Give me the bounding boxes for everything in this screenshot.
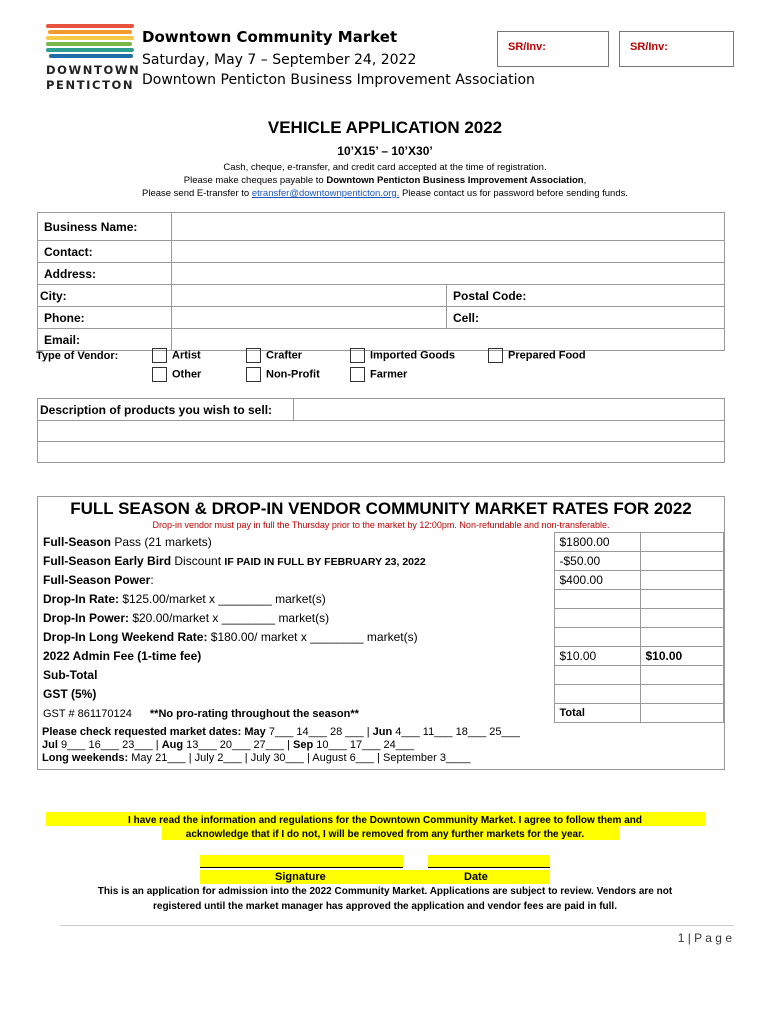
rate-total[interactable] <box>640 590 724 609</box>
cell-field[interactable] <box>447 307 725 329</box>
rate-amount[interactable] <box>554 609 640 628</box>
vendor-other-option[interactable]: Other <box>152 367 201 382</box>
rate-description: Sub-Total <box>43 668 98 682</box>
signature-line[interactable] <box>200 855 403 868</box>
vendor-prepared-option[interactable]: Prepared Food <box>488 348 586 363</box>
description-field-2[interactable] <box>38 421 725 442</box>
market-dates-checklist[interactable]: Please check requested market dates: May 7___ 14___ 28 ___ | Jun 4___ 11___ 18___ 25___ Jul 9___ 16___ 23___ | Aug 13___ 20___ 27___ | Sep 10___ 17___ 24___ Long weekends: May 21___ | July 2___ | July 30___ | August 6___ | September 3____ <box>42 726 520 764</box>
application-title: VEHICLE APPLICATION 2022 <box>267 118 503 137</box>
organization-name: Downtown Penticton Business Improvement Association <box>142 72 535 88</box>
logo-text-downtown: DOWNTOWN <box>46 63 141 77</box>
gst-total-row <box>38 704 724 723</box>
total-field[interactable] <box>640 704 724 723</box>
rate-amount[interactable]: -$50.00 <box>554 552 640 571</box>
contact-label: Contact: <box>38 241 172 263</box>
vendor-imported-option[interactable]: Imported Goods <box>350 348 455 363</box>
no-prorating-note: **No pro-rating throughout the season** <box>149 708 359 720</box>
rate-amount[interactable] <box>554 685 640 704</box>
market-title: Downtown Community Market <box>142 28 398 46</box>
business-name-label: Business Name: <box>38 213 172 241</box>
rate-amount[interactable]: $1800.00 <box>554 533 640 552</box>
total-label: Total <box>554 704 640 723</box>
rate-total[interactable] <box>640 552 724 571</box>
rate-row <box>38 590 724 609</box>
farmer-checkbox[interactable] <box>350 367 365 382</box>
address-field[interactable] <box>172 263 725 285</box>
rate-amount[interactable]: $10.00 <box>554 647 640 666</box>
vendor-crafter-option[interactable]: Crafter <box>246 348 302 363</box>
booth-size: 10’X15’ – 10’X30’ <box>337 144 433 158</box>
rate-row <box>38 609 724 628</box>
contact-form <box>37 212 725 351</box>
description-field-3[interactable] <box>38 442 725 463</box>
application-note: This is an application for admission into the 2022 Community Market. Applications are subject to review. Vendors are not registered until the market manager has approved the application and vendor fees are paid in full. <box>97 886 673 912</box>
page-number: 1 | P a g e <box>677 931 732 945</box>
crafter-checkbox[interactable] <box>246 348 261 363</box>
rate-amount[interactable] <box>554 590 640 609</box>
rate-description: Drop-In Rate: $125.00/market x ________ market(s) <box>43 592 326 606</box>
rate-total[interactable] <box>640 609 724 628</box>
gst-number: GST # 861170124 <box>43 708 132 720</box>
business-name-field[interactable] <box>172 213 725 241</box>
rate-description: Drop-In Power: $20.00/market x ________ market(s) <box>43 611 330 625</box>
rate-row <box>38 685 724 704</box>
postal-code-label: Postal Code: <box>453 288 527 303</box>
rate-description: GST (5%) <box>43 687 97 701</box>
vendor-type-label: Type of Vendor: <box>36 350 119 362</box>
market-dates: Saturday, May 7 – September 24, 2022 <box>142 52 417 68</box>
email-label: Email: <box>38 329 172 351</box>
rate-row <box>38 647 724 666</box>
rate-row <box>38 571 724 590</box>
sr-inv-box-2[interactable]: SR/Inv: <box>619 31 734 67</box>
nonprofit-checkbox[interactable] <box>246 367 261 382</box>
rate-description: 2022 Admin Fee (1-time fee) <box>43 649 202 663</box>
rate-total[interactable] <box>640 666 724 685</box>
signature-label: Signature <box>275 871 326 883</box>
date-label: Date <box>464 871 488 883</box>
city-label: City: <box>38 285 172 307</box>
rate-total[interactable] <box>640 685 724 704</box>
phone-field[interactable] <box>172 307 447 329</box>
description-field-1[interactable] <box>294 399 725 421</box>
dropin-note: Drop-in vendor must pay in full the Thursday prior to the market by 12:00pm. Non-refundable and non-transferable. <box>152 520 610 530</box>
rate-amount[interactable] <box>554 628 640 647</box>
rate-total[interactable] <box>640 533 724 552</box>
address-label: Address: <box>38 263 172 285</box>
rate-description: Full-Season Pass (21 markets) <box>43 535 212 549</box>
footer-divider <box>60 925 734 926</box>
downtown-penticton-logo <box>46 24 141 92</box>
rates-table <box>38 532 724 723</box>
description-table <box>37 398 725 463</box>
rate-description: Drop-In Long Weekend Rate: $180.00/ market x ________ market(s) <box>43 630 418 644</box>
vendor-farmer-option[interactable]: Farmer <box>350 367 407 382</box>
prepared-food-checkbox[interactable] <box>488 348 503 363</box>
cell-label: Cell: <box>453 310 480 325</box>
date-line[interactable] <box>428 855 550 868</box>
vendor-nonprofit-option[interactable]: Non-Profit <box>246 367 320 382</box>
contact-field[interactable] <box>172 241 725 263</box>
rate-amount[interactable] <box>554 666 640 685</box>
other-checkbox[interactable] <box>152 367 167 382</box>
rate-row <box>38 666 724 685</box>
rate-total[interactable] <box>640 571 724 590</box>
imported-goods-checkbox[interactable] <box>350 348 365 363</box>
agreement-text: I have read the information and regulations for the Downtown Community Market. I agree to follow them and acknowledge that if I do not, I will be removed from any further markets for the year. <box>128 815 642 840</box>
rate-total[interactable] <box>640 628 724 647</box>
vendor-artist-option[interactable]: Artist <box>152 348 201 363</box>
rate-description: Full-Season Early Bird Discount IF PAID IN FULL BY FEBRUARY 23, 2022 <box>43 554 426 568</box>
rates-title: FULL SEASON & DROP-IN VENDOR COMMUNITY MARKET RATES FOR 2022 <box>70 499 692 518</box>
rate-amount[interactable]: $400.00 <box>554 571 640 590</box>
cheque-instructions: Please make cheques payable to Downtown Penticton Business Improvement Association, <box>183 175 587 186</box>
payment-methods: Cash, cheque, e-transfer, and credit card accepted at the time of registration. <box>223 162 547 173</box>
rate-row <box>38 533 724 552</box>
rate-row <box>38 552 724 571</box>
rate-row <box>38 628 724 647</box>
description-label: Description of products you wish to sell: <box>38 399 294 421</box>
logo-text-penticton: PENTICTON <box>46 78 135 92</box>
sr-inv-box-1[interactable]: SR/Inv: <box>497 31 609 67</box>
postal-code-field[interactable] <box>447 285 725 307</box>
artist-checkbox[interactable] <box>152 348 167 363</box>
etransfer-instructions: Please send E-transfer to etransfer@downtownpenticton.org. Please contact us for password before sending funds. <box>142 188 628 199</box>
rate-description: Full-Season Power: <box>43 573 154 587</box>
rate-total[interactable]: $10.00 <box>640 647 724 666</box>
phone-label: Phone: <box>38 307 172 329</box>
city-field[interactable] <box>172 285 447 307</box>
etransfer-email-link[interactable]: etransfer@downtownpenticton.org. <box>251 188 400 199</box>
